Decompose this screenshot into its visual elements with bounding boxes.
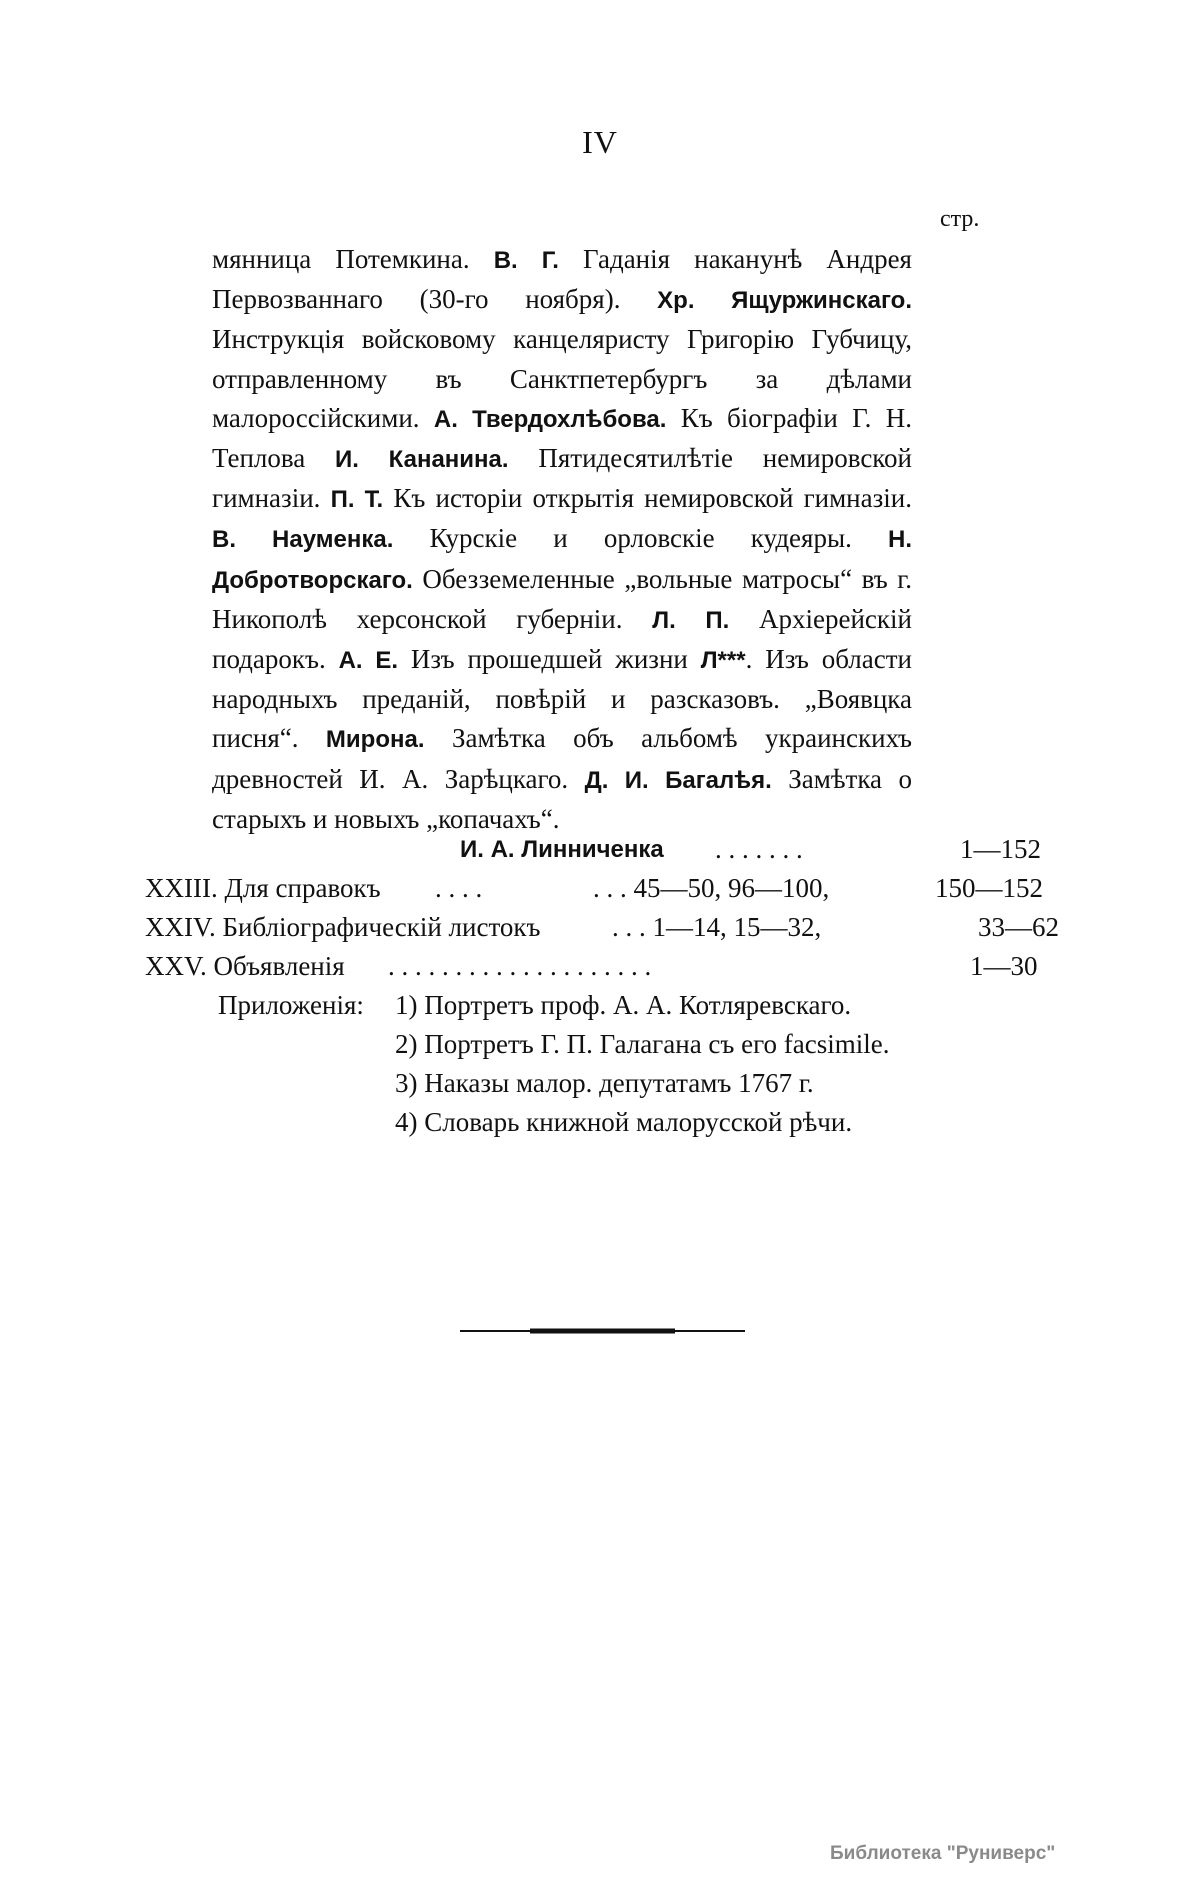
paragraph-text: Замѣтка о старыхъ и новыхъ „копачахъ“.: [212, 763, 912, 834]
toc-row-xxv: [0, 947, 1200, 986]
appendix-item: 2) Портретъ Г. П. Галагана съ его facsimile.: [395, 1029, 890, 1059]
toc-mid: . . . 1—14, 15—32,: [612, 912, 822, 942]
toc-label: XXV. Объявленія: [145, 951, 345, 981]
author-name: В. Науменка.: [212, 526, 394, 554]
toc-pages: 1—30: [970, 951, 1038, 981]
author-name: Мирона.: [325, 726, 425, 754]
author-name: А. Е.: [338, 647, 399, 675]
author-name: И. Кананина.: [335, 446, 509, 474]
author-name: Л. П.: [652, 606, 730, 634]
paragraph-text: Изъ прошедшей жизни: [398, 644, 701, 675]
appendix-item: 4) Словарь книжной малорусской рѣчи.: [395, 1107, 853, 1137]
paragraph-text: Курскіе и орловскіе кудеяры.: [393, 523, 888, 554]
paragraph-text: Обезземеленные „вольные матросы“ въ г. Никополѣ херсонской губерніи.: [212, 563, 912, 634]
author-name: Хр. Ящуржинскаго.: [657, 287, 912, 315]
author-name: Н. Добротворскаго.: [212, 526, 912, 594]
paragraph-text: Къ исторіи открытія немировской гимназіи.: [383, 483, 912, 514]
appendix-item: 3) Наказы малор. депутатамъ 1767 г.: [395, 1068, 814, 1098]
author-name: Л***: [700, 647, 746, 675]
author-name: П. Т.: [330, 486, 384, 514]
toc-dots: . . . .: [435, 873, 483, 903]
author-name: Д. И. Багалѣя.: [584, 766, 772, 794]
end-rule: [460, 1325, 745, 1337]
contents-paragraph: [212, 240, 912, 839]
last-line-author: И. А. Линниченка: [460, 836, 664, 863]
paragraph-text: Замѣтка объ альбомѣ украинскихъ древностей И. А. Зарѣцкаго.: [212, 723, 912, 794]
last-line-dots: . . . . . . .: [715, 834, 803, 864]
toc-pages: 33—62: [978, 912, 1059, 942]
paragraph-text: . Изъ области народныхъ преданій, повѣрій и разсказовъ. „Воявцка писня“.: [212, 644, 912, 754]
last-line-pages: 1—152: [960, 834, 1041, 864]
column-header-pages: стр.: [940, 206, 980, 232]
paragraph-text: мянница Потемкина.: [212, 244, 494, 274]
toc-pages: 150—152: [935, 873, 1043, 903]
author-name: В. Г.: [493, 247, 559, 274]
paragraph-text: Архіерейскій подарокъ.: [212, 603, 912, 675]
paragraph-text: Къ біографіи Г. Н. Теплова: [212, 402, 913, 474]
author-name: А. Твердохлѣбова.: [433, 405, 667, 433]
toc-row-xxiii: [0, 869, 1200, 908]
toc-label: XXIII. Для справокъ: [145, 873, 381, 903]
paragraph-text: Пятидесятилѣтіе немировской гимназіи.: [212, 443, 913, 514]
toc-label: XXIV. Библіографическій листокъ: [145, 912, 541, 942]
library-watermark: Библиотека "Руниверс": [830, 1843, 1056, 1864]
toc-row-last-line: [0, 830, 1200, 869]
page-number: IV: [582, 124, 618, 160]
toc-row-xxiv: [0, 908, 1200, 947]
appendix-item: 1) Портретъ проф. А. А. Котляревскаго.: [395, 990, 852, 1020]
appendices-title: Приложенія:: [218, 990, 364, 1020]
paragraph-text: Гаданія наканунѣ Андрея Первозваннаго (30-го ноября).: [212, 244, 912, 315]
toc-mid: . . . 45—50, 96—100,: [593, 873, 830, 903]
toc-dots: . . . . . . . . . . . . . . . . . . . .: [388, 951, 652, 981]
paragraph-text: Инструкція войсковому канцеляристу Григорію Губчицу, отправленному въ Санктпетербургъ за дѣлами малороссійскими.: [212, 324, 912, 433]
